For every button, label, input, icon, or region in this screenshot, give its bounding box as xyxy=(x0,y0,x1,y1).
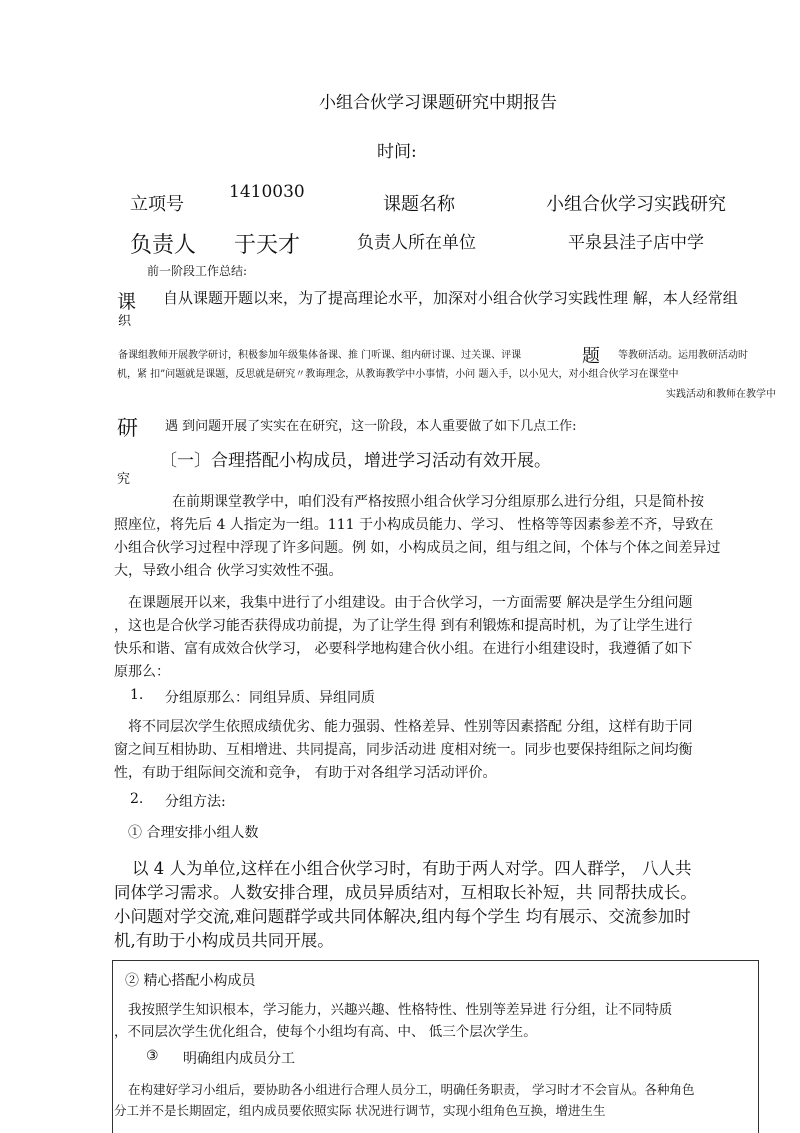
intro-line: 自从课题开题以来，为了提高理论水平，加深对小组合伙学习实践性理 解，本人经常组 xyxy=(163,289,738,307)
sub-item: ① 合理安排小组人数 xyxy=(128,825,259,841)
paragraph-3 xyxy=(114,716,692,785)
paragraph-6 xyxy=(114,1079,694,1121)
text-line: 小问题对学交流,难问题群学或共同体解决,组内每个学生 均有展示、交流参加时 xyxy=(114,907,691,926)
side-char-zhi: 织 xyxy=(118,314,132,329)
text-line: 小组合伙学习过程中浮现了许多问题。例 如，小构成员之间，组与组之间，个体与个体之间差异过 xyxy=(114,540,721,556)
text-line: 机,有助于小构成员共同开展。 xyxy=(114,931,334,950)
text-line: 在前期课堂教学中，咱们没有严格按照小组合伙学习分组原那么进行分组，只是简朴按 xyxy=(172,494,704,510)
leader-value: 于天才 xyxy=(234,233,301,258)
text-line: 以 4 人为单位,这样在小组合伙学习时，有助于两人对学。四人群学， 八人共 xyxy=(132,859,692,878)
text-line: ，不同层次学生优化组合，使每个小组均有高、中、 低三个层次学生。 xyxy=(114,1024,537,1040)
section-heading: 〔一〕合理搭配小构成员，增进学习活动有效开展。 xyxy=(160,451,551,471)
project-no-label: 立项号 xyxy=(130,194,184,215)
sub-item: ② 精心搭配小构成员 xyxy=(125,973,256,989)
topic-label: 课题名称 xyxy=(383,194,455,215)
sub-item-number: ③ xyxy=(146,1048,159,1064)
side-char-ti: 题 xyxy=(582,346,600,367)
item-text: 分组方法: xyxy=(165,794,226,810)
item-text: 分组原那么：同组异质、异组同质 xyxy=(165,690,375,706)
text-line: 在构建好学习小组后，要协助各小组进行合理人员分工，明确任务职责， 学习时才不会盲从。各种角色 xyxy=(128,1082,695,1097)
intro-line: 等教研活动。运用教研活动时 xyxy=(618,350,748,361)
item-number: 2. xyxy=(130,791,144,807)
intro-line: 备课组教师开展教学研讨，积极参加年级集体备课、推 门听课、组内研讨课、过关课、评课 xyxy=(118,350,522,361)
text-line: 在课题展开以来，我集中进行了小组建设。由于合伙学习，一方面需要 解决是学生分组问题 xyxy=(128,595,693,611)
side-char-jiu: 究 xyxy=(117,472,131,487)
unit-value: 平泉县洼子店中学 xyxy=(568,233,704,253)
intro-line: 实践活动和教师在教学中 xyxy=(666,389,776,400)
text-line: 大，导致小组合 伙学习实效性不强。 xyxy=(114,563,343,579)
text-line: ，这也是合伙学习能否获得成功前提，为了让学生得 到有利锻炼和提高时机，为了让学生进行 xyxy=(114,618,693,634)
time-label: 时间: xyxy=(377,142,417,162)
paragraph-5 xyxy=(114,999,672,1043)
text-line: 将不同层次学生依照成绩优劣、能力强弱、性格差异、性别等因素搭配 分组，这样有助于同 xyxy=(128,719,693,735)
text-line: 分工并不是长期固定，组内成员要依照实际 状况进行调节，实现小组角色互换，增进生生 xyxy=(114,1103,606,1118)
text-line: 窗之间互相协助、互相增进、共同提高，同步活动进 度相对统一。同步也要保持组际之间均衡 xyxy=(114,742,693,758)
side-char-ke: 课 xyxy=(117,291,137,313)
project-no-value: 1410030 xyxy=(229,182,305,202)
unit-label: 负责人所在单位 xyxy=(357,233,476,253)
text-line: 原那么： xyxy=(114,664,170,680)
intro-line: 遇 到问题开展了实实在在研究，这一阶段，本人重要做了如下几点工作: xyxy=(165,419,577,434)
paragraph-2 xyxy=(114,592,692,684)
paragraph-4 xyxy=(114,857,697,953)
text-line: 我按照学生知识根本，学习能力，兴趣兴趣、性格特性、性别等差异进 行分组，让不同特质 xyxy=(128,1002,673,1018)
text-line: 照座位，将先后 4 人指定为一组。111 于小构成员能力、学习、 性格等等因素参差不齐，导致在 xyxy=(114,517,714,533)
text-line: 同体学习需求。人数安排合理，成员异质结对，互相取长补短，共 同帮扶成长。 xyxy=(114,883,697,902)
topic-value: 小组合伙学习实践研究 xyxy=(546,194,726,215)
side-char-yan: 研 xyxy=(117,416,138,440)
report-title: 小组合伙学习课题研究中期报告 xyxy=(319,93,557,113)
summary-heading: 前一阶段工作总结: xyxy=(147,264,248,278)
paragraph-1 xyxy=(114,491,720,583)
text-line: 快乐和谐、富有成效合伙学习， 必要科学地构建合伙小组。在进行小组建设时，我遵循了如下 xyxy=(114,641,693,657)
item-number: 1. xyxy=(130,687,144,703)
leader-label: 负责人 xyxy=(130,233,197,258)
sub-item: 明确组内成员分工 xyxy=(183,1051,295,1067)
text-line: 性，有助于组际间交流和竞争， 有助于对各组学习活动评价。 xyxy=(114,765,497,781)
intro-line: 机，紧 扣”问题就是课题，反思就是研究〃教诲理念，从教诲教学中小事情，小问 题入手，以小见大，对小组合伙学习在课堂中 xyxy=(117,369,679,380)
